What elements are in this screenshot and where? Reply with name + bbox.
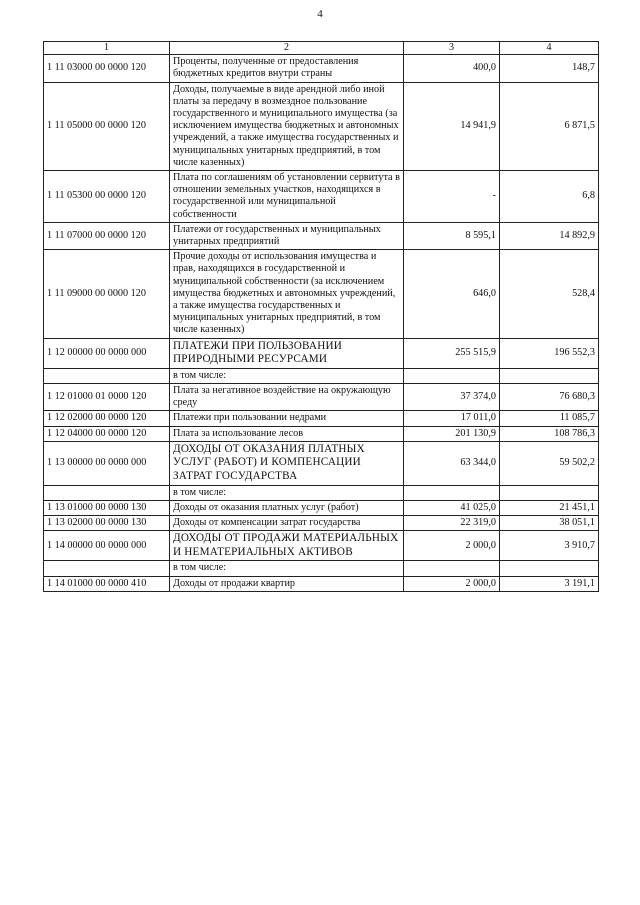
code-cell: 1 13 02000 00 0000 130 (44, 516, 170, 531)
code-cell: 1 12 01000 01 0000 120 (44, 384, 170, 411)
table-row (44, 531, 599, 561)
description-cell: Плата по соглашениям об установлении сервитута в отношении земельных участков, находящихся в государственной или муниципальной собственности (170, 171, 404, 223)
plan-value-cell (404, 485, 500, 500)
actual-value-cell (500, 561, 599, 576)
description-cell: Проценты, полученные от предоставления бюджетных кредитов внутри страны (170, 55, 404, 82)
column-header: 4 (500, 42, 599, 55)
actual-value-cell: 108 786,3 (500, 426, 599, 441)
code-cell (44, 485, 170, 500)
actual-value-cell: 14 892,9 (500, 222, 599, 249)
table-subheader-row (44, 485, 599, 500)
table-row (44, 516, 599, 531)
table-row (44, 222, 599, 249)
actual-value-cell (500, 368, 599, 383)
plan-value-cell (404, 561, 500, 576)
description-cell: ПЛАТЕЖИ ПРИ ПОЛЬЗОВАНИИ ПРИРОДНЫМИ РЕСУРСАМИ (170, 338, 404, 368)
plan-value-cell: 255 515,9 (404, 338, 500, 368)
table-subheader-row (44, 368, 599, 383)
description-cell: Плата за негативное воздействие на окружающую среду (170, 384, 404, 411)
actual-value-cell: 6 871,5 (500, 82, 599, 170)
code-cell: 1 12 02000 00 0000 120 (44, 411, 170, 426)
table-row (44, 576, 599, 591)
code-cell: 1 12 04000 00 0000 120 (44, 426, 170, 441)
code-cell: 1 11 09000 00 0000 120 (44, 250, 170, 338)
table-row (44, 55, 599, 82)
code-cell: 1 14 01000 00 0000 410 (44, 576, 170, 591)
actual-value-cell: 11 085,7 (500, 411, 599, 426)
code-cell: 1 11 03000 00 0000 120 (44, 55, 170, 82)
page-number: 4 (317, 8, 323, 20)
description-cell: Прочие доходы от использования имущества и прав, находящихся в государственной и муниципальной собственности (за исключением имущества бюджетных и автономных учреждений, а также имущества государственных и муниципальных унитарных предприятий, в том числе казенных) (170, 250, 404, 338)
revenue-table (43, 41, 599, 592)
code-cell: 1 11 07000 00 0000 120 (44, 222, 170, 249)
description-cell: Доходы от продажи квартир (170, 576, 404, 591)
table-row (44, 82, 599, 170)
actual-value-cell: 148,7 (500, 55, 599, 82)
actual-value-cell: 196 552,3 (500, 338, 599, 368)
table-row (44, 441, 599, 485)
code-cell (44, 561, 170, 576)
plan-value-cell: 2 000,0 (404, 576, 500, 591)
description-cell: Доходы от оказания платных услуг (работ) (170, 500, 404, 515)
description-cell: в том числе: (170, 561, 404, 576)
code-cell (44, 368, 170, 383)
description-cell: Платежи при пользовании недрами (170, 411, 404, 426)
table-row (44, 338, 599, 368)
plan-value-cell: 63 344,0 (404, 441, 500, 485)
plan-value-cell: 22 319,0 (404, 516, 500, 531)
table-row (44, 411, 599, 426)
code-cell: 1 12 00000 00 0000 000 (44, 338, 170, 368)
column-header: 3 (404, 42, 500, 55)
plan-value-cell: 2 000,0 (404, 531, 500, 561)
column-header: 2 (170, 42, 404, 55)
description-cell: Доходы, получаемые в виде арендной либо иной платы за передачу в возмездное пользование государственного и муниципального имущества (за исключением имущества бюджетных и автономных учреждений, а также имущества государственных и муниципальных унитарных предприятий, в том числе казенных) (170, 82, 404, 170)
plan-value-cell: 201 130,9 (404, 426, 500, 441)
actual-value-cell: 3 191,1 (500, 576, 599, 591)
table-body (44, 42, 599, 592)
actual-value-cell: 59 502,2 (500, 441, 599, 485)
code-cell: 1 11 05300 00 0000 120 (44, 171, 170, 223)
code-cell: 1 13 00000 00 0000 000 (44, 441, 170, 485)
plan-value-cell: - (404, 171, 500, 223)
table-row (44, 171, 599, 223)
description-cell: Плата за использование лесов (170, 426, 404, 441)
actual-value-cell (500, 485, 599, 500)
plan-value-cell: 17 011,0 (404, 411, 500, 426)
actual-value-cell: 21 451,1 (500, 500, 599, 515)
actual-value-cell: 3 910,7 (500, 531, 599, 561)
table-row (44, 384, 599, 411)
plan-value-cell: 400,0 (404, 55, 500, 82)
table-row (44, 426, 599, 441)
table-subheader-row (44, 561, 599, 576)
column-header: 1 (44, 42, 170, 55)
code-cell: 1 11 05000 00 0000 120 (44, 82, 170, 170)
description-cell: Платежи от государственных и муниципальных унитарных предприятий (170, 222, 404, 249)
actual-value-cell: 38 051,1 (500, 516, 599, 531)
actual-value-cell: 6,8 (500, 171, 599, 223)
description-cell: в том числе: (170, 368, 404, 383)
description-cell: ДОХОДЫ ОТ ОКАЗАНИЯ ПЛАТНЫХ УСЛУГ (РАБОТ) И КОМПЕНСАЦИИ ЗАТРАТ ГОСУДАРСТВА (170, 441, 404, 485)
plan-value-cell: 646,0 (404, 250, 500, 338)
description-cell: Доходы от компенсации затрат государства (170, 516, 404, 531)
table-row (44, 250, 599, 338)
code-cell: 1 13 01000 00 0000 130 (44, 500, 170, 515)
table-row (44, 500, 599, 515)
table-header-row (44, 42, 599, 55)
plan-value-cell: 8 595,1 (404, 222, 500, 249)
description-cell: ДОХОДЫ ОТ ПРОДАЖИ МАТЕРИАЛЬНЫХ И НЕМАТЕРИАЛЬНЫХ АКТИВОВ (170, 531, 404, 561)
plan-value-cell (404, 368, 500, 383)
actual-value-cell: 76 680,3 (500, 384, 599, 411)
code-cell: 1 14 00000 00 0000 000 (44, 531, 170, 561)
plan-value-cell: 14 941,9 (404, 82, 500, 170)
description-cell: в том числе: (170, 485, 404, 500)
actual-value-cell: 528,4 (500, 250, 599, 338)
plan-value-cell: 41 025,0 (404, 500, 500, 515)
plan-value-cell: 37 374,0 (404, 384, 500, 411)
